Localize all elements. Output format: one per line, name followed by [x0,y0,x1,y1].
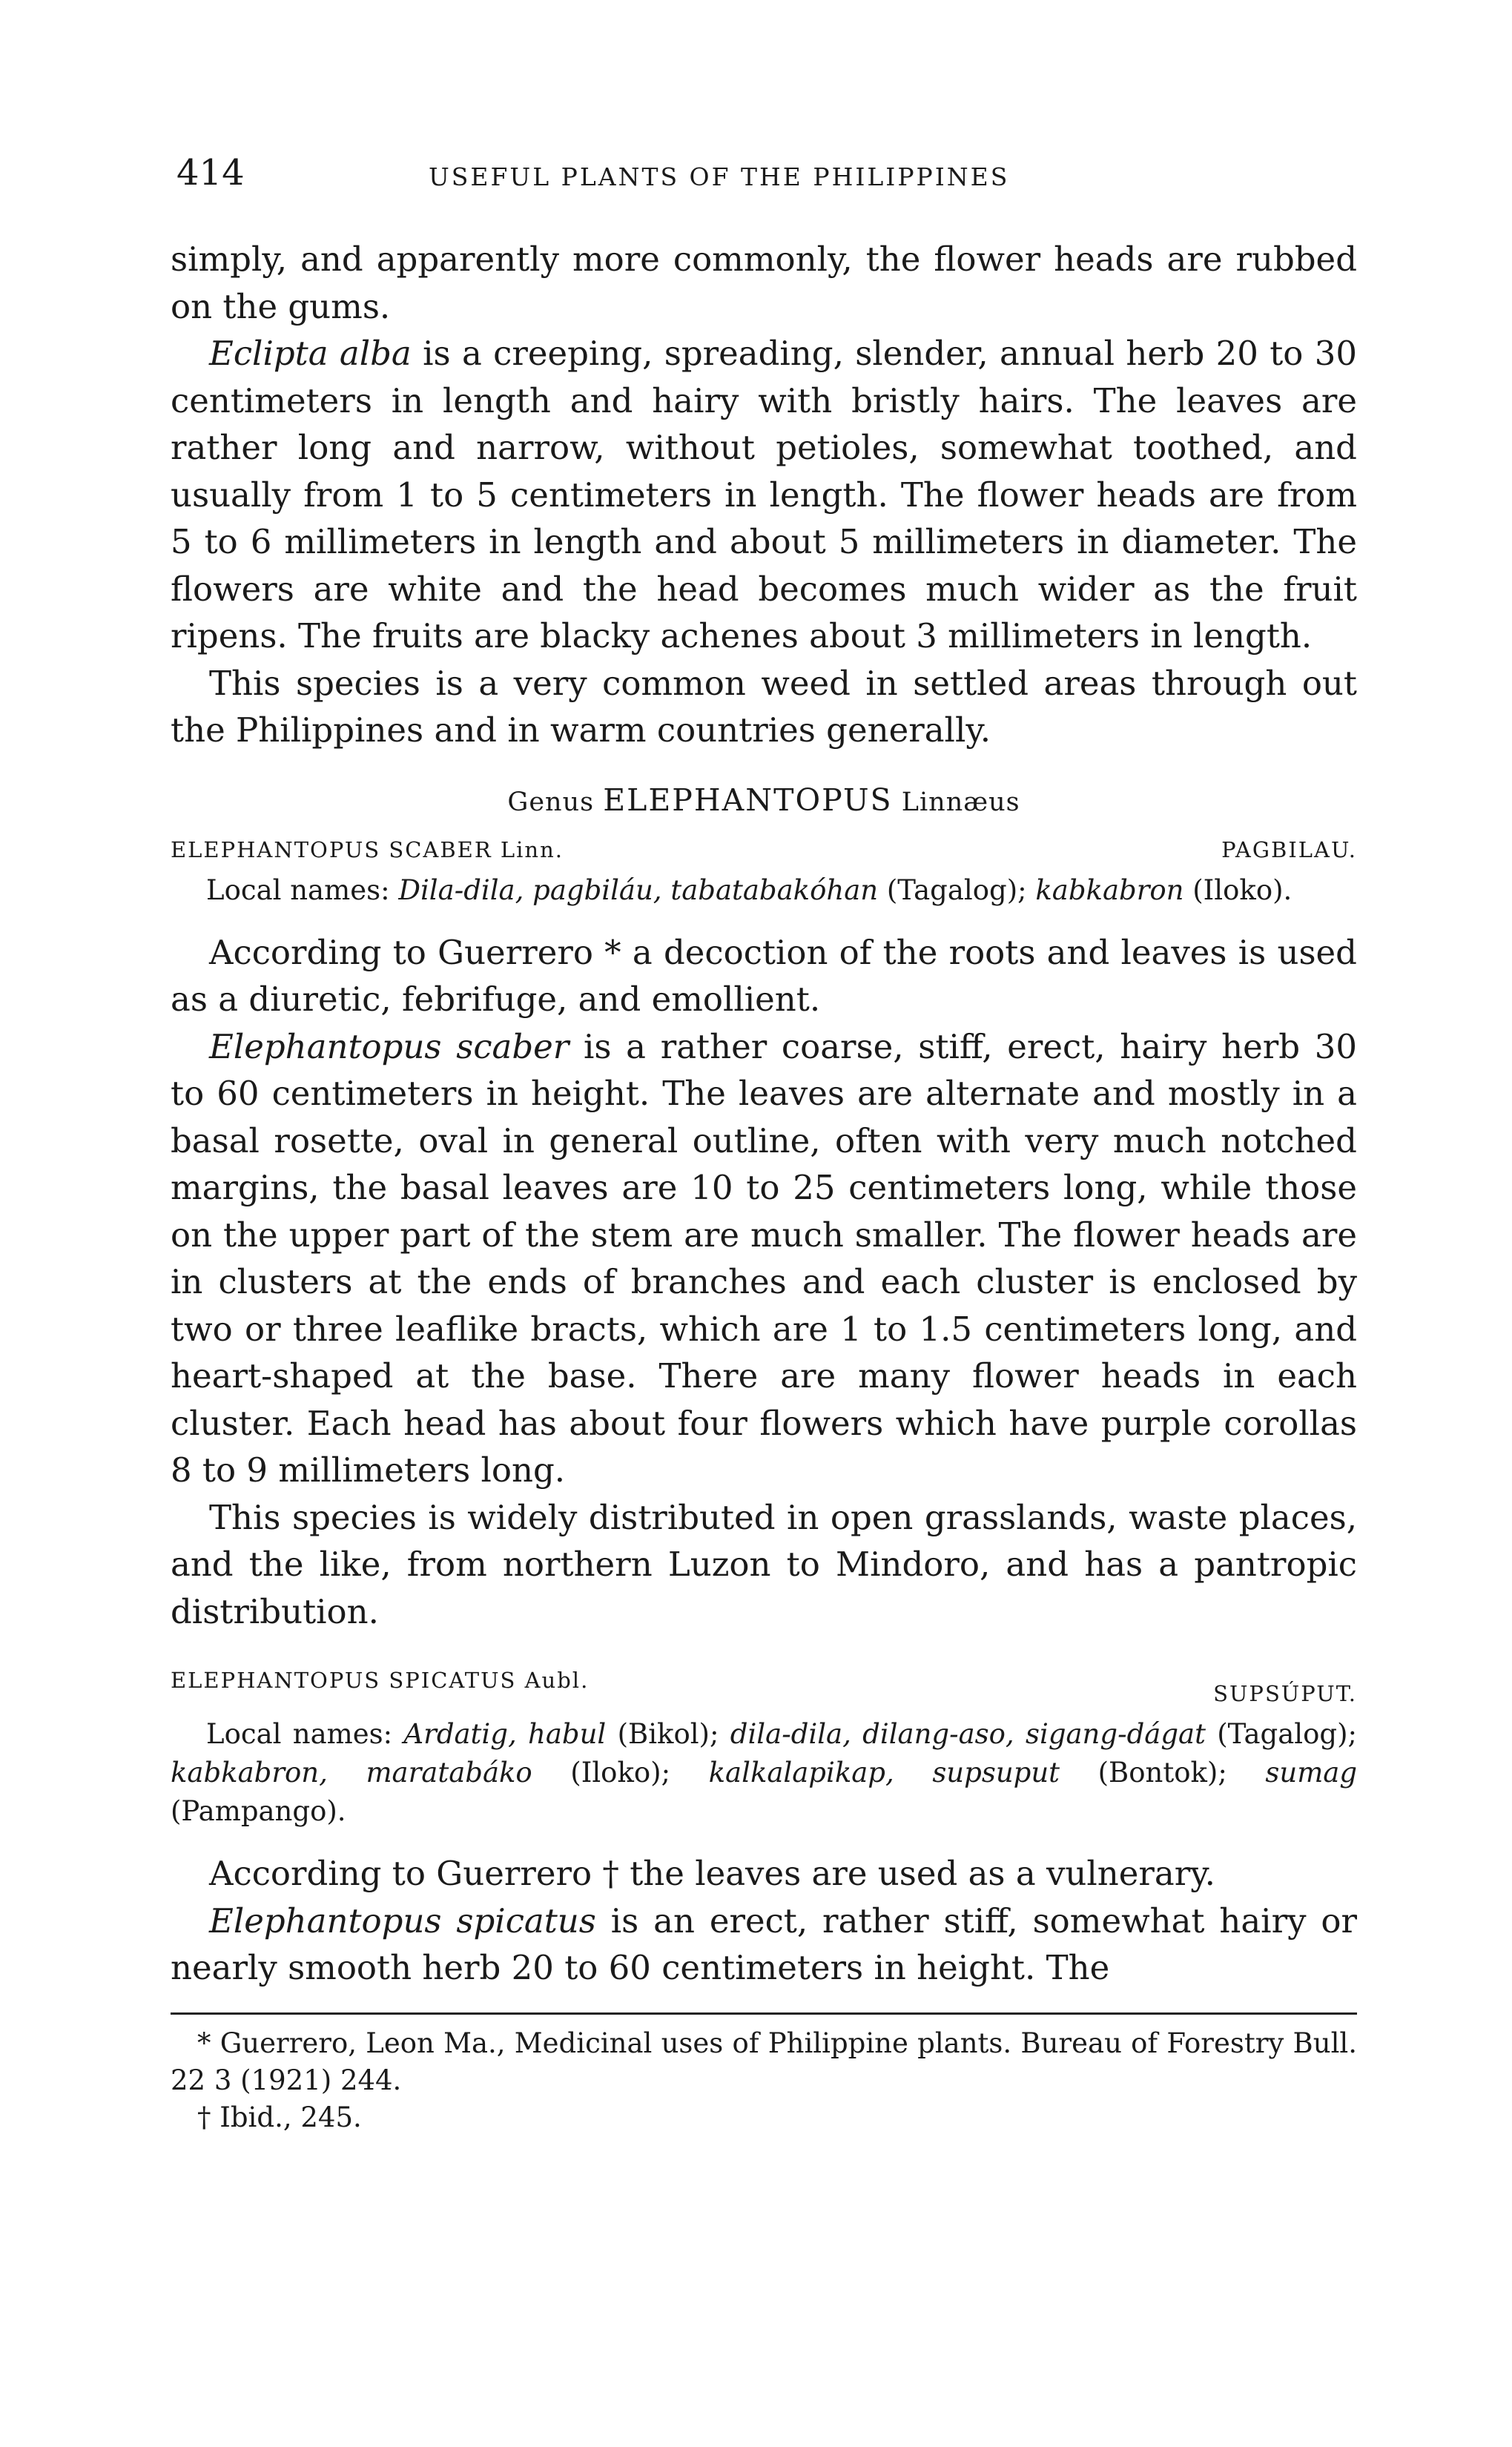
species-name-italic: Elephantopus scaber [209,1026,570,1066]
local-names-spicatus: Local names: Ardatig, habul (Bikol); dila-dila, dilang-aso, sigang-dágat (Tagalog); kabkabron, maratabáko (Iloko); kalkalapikap, supsuput (Bontok); sumag (Pampango). [171,1718,1358,1827]
footnote-1: * Guerrero, Leon Ma., Medicinal uses of Philippine plants. Bureau of Forestry Bull. 22 3 (1921) 244. [171,2027,1357,2096]
species-scientific-name: ELEPHANTOPUS SCABER Linn. [171,836,564,862]
paragraph-scaber-uses: According to Guerrero * a decoction of the roots and leaves is used as a diuretic, febrifuge, and emollient. [171,932,1357,1019]
paragraph-scaber-description: Elephantopus scaber is a rather coarse, stiff, erect, hairy herb 30 to 60 centimeters in height. The leaves are alternate and mostly in a basal rosette, oval in general outline, often with very much notched margins, the basal leaves are 10 to 25 centimeters long, while those on the upper part of the stem are much smaller. The flower heads are in clusters at the ends of branches and each cluster is enclosed by two or three leaflike bracts, which are 1 to 1.5 centimeters long, and heart-shaped at the base. There are many flower heads in each cluster. Each head has about four flowers which have purple corollas 8 to 9 millimeters long. [171,1026,1357,1490]
genus-heading: Genus ELEPHANTOPUS Linnæus [507,782,1020,818]
footnote-2: † Ibid., 245. [197,2101,362,2133]
genus-name: ELEPHANTOPUS [603,782,893,818]
footnote-divider [171,2012,1357,2015]
species-name-italic: Eclipta alba [209,334,412,373]
paragraph-continuation: simply, and apparently more commonly, the flower heads are rubbed on the gums. [171,240,1357,326]
page-number: 414 [176,152,245,194]
running-head: USEFUL PLANTS OF THE PHILIPPINES [429,162,1010,191]
paragraph-spicatus-uses: According to Guerrero † the leaves are used as a vulnerary. [209,1854,1215,1893]
species-heading-spicatus [171,1668,1357,1706]
paragraph-scaber-distribution: This species is widely distributed in open grasslands, waste places, and the like, from northern Luzon to Mindoro, and has a pantropic distribution. [171,1497,1357,1631]
species-scientific-name: ELEPHANTOPUS SPICATUS Aubl. [171,1668,590,1693]
species-common-name: PAGBILAU. [1221,836,1357,862]
species-common-name: SUPSÚPUT. [1213,1681,1357,1706]
species-name-italic: Elephantopus spicatus [209,1901,596,1941]
paragraph-eclipta-distribution: This species is a very common weed in settled areas through out the Philippines and in warm countries generally. [171,663,1357,750]
species-heading-scaber [171,837,1357,862]
page-body [171,236,1357,2136]
paragraph-eclipta-description: Eclipta alba is a creeping, spreading, slender, annual herb 20 to 30 centimeters in length and hairy with bristly hairs. The leaves are rather long and narrow, without petioles, somewhat toothed, and usually from 1 to 5 centimeters in length. The flower heads are from 5 to 6 millimeters in length and about 5 millimeters in diameter. The flowers are white and the head becomes much wider as the fruit ripens. The fruits are blacky achenes about 3 millimeters in length. [171,334,1358,655]
page-header [176,152,1363,204]
paragraph-spicatus-description: Elephantopus spicatus is an erect, rather stiff, somewhat hairy or nearly smooth herb 20 to 60 centimeters in height. The [171,1901,1357,1987]
local-names-scaber: Local names: Dila-dila, pagbiláu, tabatabakóhan (Tagalog); kabkabron (Iloko). [206,874,1293,906]
